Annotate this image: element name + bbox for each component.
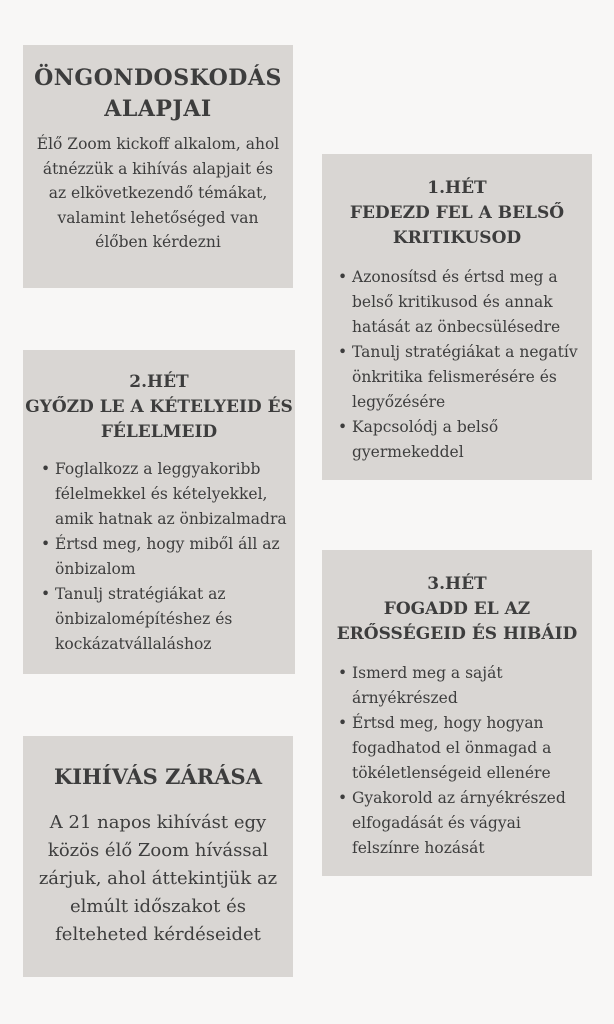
intro-card (23, 45, 293, 288)
week2-list (23, 457, 295, 657)
closing-text: A 21 napos kihívást egy közös élő Zoom hívással zárjuk, ahol áttekintjük az elmúlt időszakot és felteheted kérdéseidet (38, 812, 278, 945)
week2-card (23, 350, 295, 674)
closing-title: KIHÍVÁS ZÁRÁSA (53, 764, 262, 789)
list-item: • Ismerd meg a saját árnyékrészed (352, 661, 584, 711)
week1-title (322, 176, 592, 251)
list-item: • Értsd meg, hogy miből áll az önbizalom (55, 532, 287, 582)
closing-card (23, 736, 293, 977)
list-item: • Gyakorold az árnyékrészed elfogadását és vágyai felszínre hozását (352, 786, 584, 861)
week1-title-topic: FEDEZD FEL A BELSŐ KRITIKUSOD (349, 203, 565, 248)
week2-title (23, 370, 295, 445)
week3-card (322, 550, 592, 876)
list-item: • Kapcsolódj a belső gyermekeddel (352, 415, 584, 465)
intro-text: Élő Zoom kickoff alkalom, ahol átnézzük a kihívás alapjait és az elkövetkezendő témákat, valamint lehetőséged van élőben kérdezni (36, 135, 280, 251)
week1-title-number: 1.HÉT (427, 178, 487, 198)
list-item: • Tanulj stratégiákat a negatív önkritika felismerésére és legyőzésére (352, 340, 584, 415)
intro-title: ÖNGONDOSKODÁS ALAPJAI (34, 65, 282, 122)
list-item: • Foglalkozz a leggyakoribb félelmekkel és kételyekkel, amik hatnak az önbizalmadra (55, 457, 287, 532)
week3-title-number: 3.HÉT (427, 574, 487, 594)
list-item: • Tanulj stratégiákat az önbizalomépítéshez és kockázatvállaláshoz (55, 582, 287, 657)
week3-list (322, 661, 592, 861)
week2-title-number: 2.HÉT (129, 372, 189, 392)
week3-title-topic: FOGADD EL AZ ERŐSSÉGEID ÉS HIBÁID (336, 599, 578, 644)
list-item: • Azonosítsd és értsd meg a belső kritikusod és annak hatását az önbecsülésedre (352, 265, 584, 340)
week1-card (322, 154, 592, 480)
week1-list (322, 265, 592, 465)
week2-title-topic: GYŐZD LE A KÉTELYEID ÉS FÉLELMEID (25, 397, 293, 442)
week3-title (322, 572, 592, 647)
list-item: • Értsd meg, hogy hogyan fogadhatod el önmagad a tökéletlenségeid ellenére (352, 711, 584, 786)
